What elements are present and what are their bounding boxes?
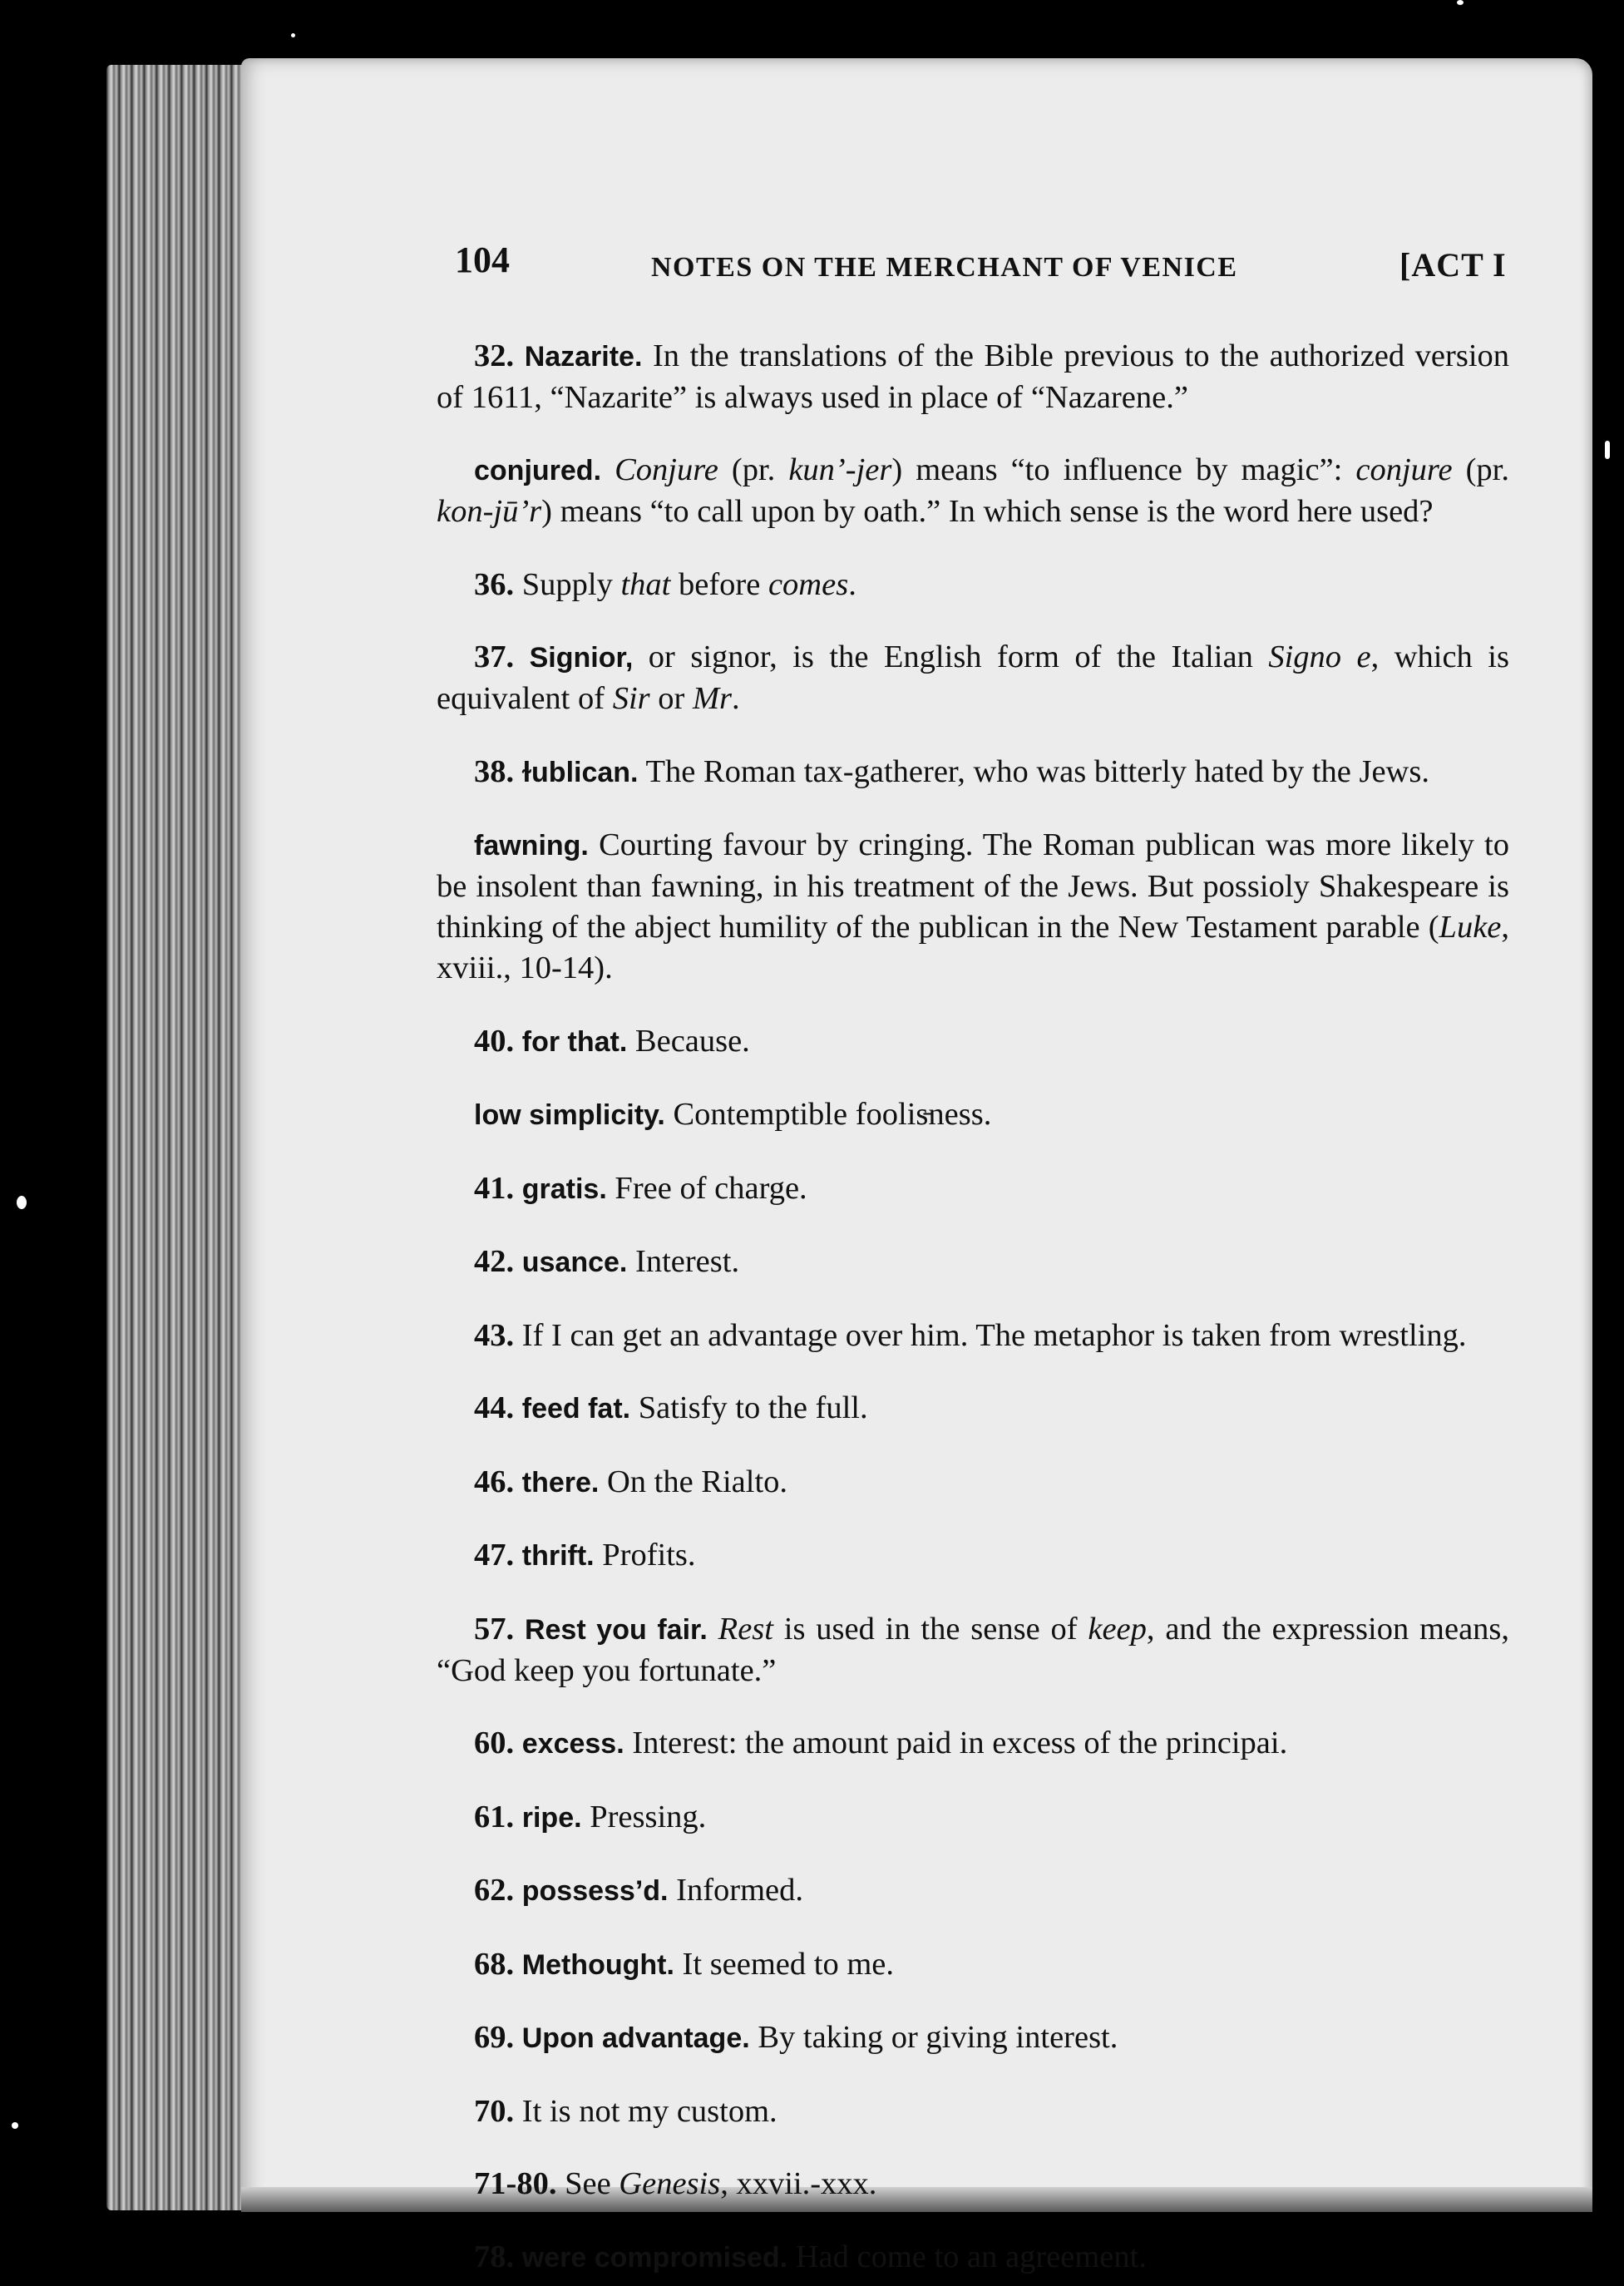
note-entry	[437, 450, 1509, 532]
note-term: Rest you fair.	[524, 1613, 708, 1646]
note-entry	[437, 336, 1509, 418]
note-entry	[437, 1094, 1509, 1136]
note-text: Free of charge.	[615, 1170, 807, 1206]
note-term: feed fat.	[521, 1393, 631, 1424]
note-text: Interest.	[635, 1244, 740, 1279]
note-italic: kon-jū’r	[437, 494, 542, 529]
note-text: Contemptible foolis̵̵ness.	[673, 1097, 992, 1132]
note-entry	[437, 1797, 1509, 1839]
note-text: ) means “to call upon by oath.” In which sense is the word here used?	[541, 494, 1434, 529]
note-term: ripe.	[521, 1801, 582, 1834]
note-italic: Conjure	[615, 452, 718, 487]
note-term: conjured.	[474, 455, 602, 486]
note-entry	[437, 2017, 1509, 2059]
note-italic: kun’-jer	[788, 452, 892, 487]
note-entry	[437, 2237, 1509, 2279]
note-entry	[437, 752, 1509, 793]
note-text: Because.	[634, 1023, 750, 1059]
note-text: (pr.	[1452, 452, 1509, 487]
note-text: before	[670, 566, 768, 602]
note-entry	[437, 1723, 1509, 1765]
page-content	[437, 237, 1509, 2286]
note-italic: Signo e	[1268, 639, 1371, 674]
line-number: 62.	[474, 1873, 515, 1908]
note-text: It is not my custom.	[521, 2093, 777, 2129]
note-entry	[437, 1388, 1509, 1429]
line-number: 40.	[474, 1023, 515, 1059]
page-number: 104	[455, 239, 510, 280]
running-title: NOTES ON THE MERCHANT OF VENICE	[651, 252, 1238, 283]
line-number: 32.	[474, 338, 515, 373]
note-entry	[437, 637, 1509, 719]
note-term: Signior,	[529, 642, 634, 674]
line-number: 42.	[474, 1244, 515, 1279]
note-text: The Roman tax-gatherer, who was bitterly hated by the Jews.	[645, 753, 1429, 789]
note-text: Pressing.	[590, 1799, 707, 1834]
note-italic: comes	[768, 566, 849, 602]
act-marker: [ACT I	[1399, 246, 1507, 284]
note-text: , which is equivalent of	[437, 639, 1509, 716]
note-entry	[437, 565, 1509, 605]
note-entry	[437, 2091, 1509, 2132]
note-term: usance.	[521, 1247, 628, 1278]
note-term: ɫublican.	[521, 756, 639, 788]
note-text: It seemed to me.	[682, 1946, 894, 1982]
note-entry	[437, 1316, 1509, 1356]
line-number: 43.	[474, 1317, 515, 1353]
note-term: there.	[521, 1466, 600, 1498]
line-number: 44.	[474, 1390, 515, 1425]
note-term: for that.	[521, 1025, 628, 1058]
note-text: ) means “to influence by magic”:	[891, 452, 1356, 487]
note-italic: conjure	[1355, 452, 1453, 487]
note-entry	[437, 825, 1509, 989]
note-entry	[437, 1609, 1509, 1691]
line-number: 70.	[474, 2093, 515, 2129]
line-number: 69.	[474, 2020, 515, 2055]
note-text: Interest: the amount paid in excess of the principai.	[632, 1726, 1288, 1760]
line-number: 60.	[474, 1726, 515, 1760]
note-text: See	[565, 2166, 619, 2201]
note-entry	[437, 1944, 1509, 1986]
note-italic: Luke	[1439, 910, 1502, 945]
note-text: is used in the sense of	[773, 1611, 1088, 1647]
note-text: If I can get an advantage over him. The metaphor is taken from wrestling.	[521, 1317, 1467, 1353]
note-term: low simplicity.	[474, 1099, 665, 1131]
note-text: By taking or giving interest.	[758, 2020, 1118, 2055]
note-italic: that	[620, 566, 671, 602]
running-header	[437, 237, 1509, 304]
note-entry	[437, 1168, 1509, 1210]
note-entry	[437, 2164, 1509, 2205]
note-term: were compromised.	[521, 2241, 788, 2274]
note-text: Supply	[521, 566, 621, 602]
note-term: thrift.	[521, 1540, 595, 1572]
note-italic: Mr	[692, 681, 733, 716]
note-italic: Rest	[718, 1611, 773, 1647]
note-text: Courting favour by cringing. The Roman publican was more likely to be insolent than fawning, in his treatment of the Jews. But possioly Shakespeare is thinking of the abject humility of the publican in the New Testament parable (	[437, 827, 1510, 945]
line-number: 57.	[474, 1611, 515, 1647]
note-term: gratis.	[521, 1173, 607, 1205]
line-number: 41.	[474, 1170, 515, 1206]
line-number: 61.	[474, 1799, 515, 1834]
note-entry	[437, 1870, 1509, 1912]
line-number: 36.	[474, 566, 515, 602]
note-text: On the Rialto.	[606, 1464, 788, 1499]
note-text: In the translations of the Bible previous to the authorized version of 1611, “Nazarite” is always used in place of “Nazarene.”	[437, 338, 1510, 415]
note-entry	[437, 1462, 1509, 1503]
note-entry	[437, 1535, 1509, 1577]
note-italic: Genesis	[619, 2166, 721, 2201]
note-text: (pr.	[718, 452, 789, 487]
note-text: .	[848, 566, 856, 602]
note-text: , xviii., 10-14).	[437, 910, 1509, 985]
note-text: or	[649, 681, 693, 716]
note-text: , xxvii.-xxx.	[720, 2166, 877, 2201]
note-term: Methought.	[521, 1948, 674, 1981]
line-number: 46.	[474, 1464, 515, 1499]
note-text: Satisfy to the full.	[638, 1390, 868, 1425]
note-italic: keep	[1088, 1611, 1147, 1647]
notes-list	[437, 336, 1509, 2279]
note-term: excess.	[521, 1728, 624, 1760]
note-text: Profits.	[602, 1538, 696, 1573]
line-number: 78.	[474, 2239, 515, 2274]
line-number: 68.	[474, 1946, 515, 1982]
line-number: 71-80.	[474, 2166, 557, 2201]
line-number: 37.	[474, 639, 515, 674]
note-entry	[437, 1021, 1509, 1063]
note-text: .	[732, 681, 740, 716]
note-text: or signor, is the English form of the Italian	[633, 639, 1269, 674]
line-number: 38.	[474, 753, 515, 789]
note-term: possess’d.	[521, 1875, 669, 1907]
note-italic: Sir	[612, 681, 650, 716]
note-term: fawning.	[474, 830, 589, 862]
note-term: Upon advantage.	[521, 2022, 750, 2054]
note-entry	[437, 1242, 1509, 1283]
note-term: Nazarite.	[524, 340, 643, 373]
note-text: , and the expression means, “God keep you fortunate.”	[437, 1611, 1510, 1688]
note-text: Informed.	[676, 1873, 803, 1908]
note-text: Had come to an agreement.	[795, 2239, 1147, 2274]
line-number: 47.	[474, 1538, 515, 1573]
